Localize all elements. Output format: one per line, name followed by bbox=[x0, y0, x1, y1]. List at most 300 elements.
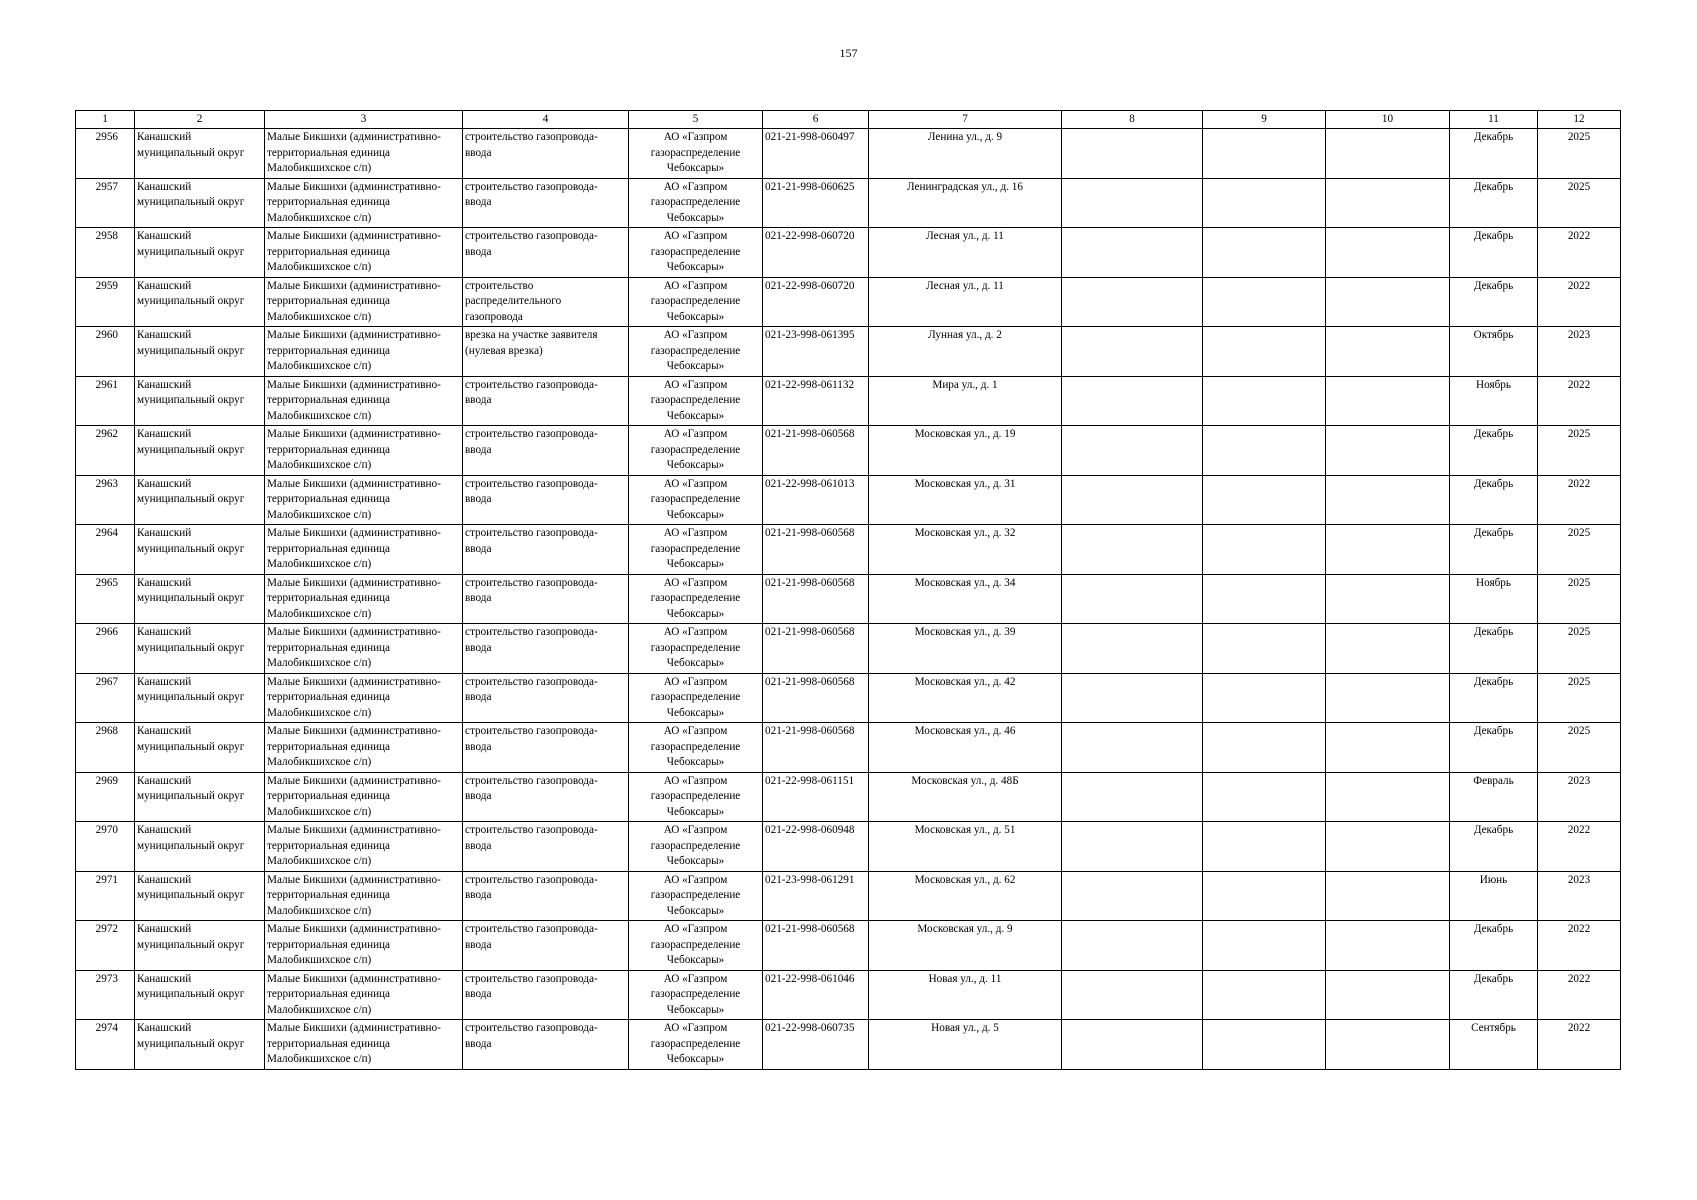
locality-cell bbox=[265, 723, 463, 773]
column-header-4: 4 bbox=[463, 111, 629, 129]
district-cell-line: муниципальный округ bbox=[137, 394, 245, 406]
locality-cell-line: территориальная единица bbox=[267, 443, 391, 456]
locality-cell bbox=[265, 277, 463, 327]
column-9-cell bbox=[1203, 921, 1326, 971]
work-type-cell-line: ввода bbox=[465, 493, 492, 505]
organization-cell-line: Чебоксары» bbox=[666, 756, 725, 768]
address-cell: Московская ул., д. 19 bbox=[869, 426, 1062, 476]
locality-cell bbox=[265, 1020, 463, 1070]
work-type-cell-line: строительство bbox=[465, 279, 534, 292]
column-10-cell bbox=[1326, 723, 1450, 773]
month-cell: Февраль bbox=[1450, 772, 1538, 822]
district-cell-line: муниципальный округ bbox=[137, 889, 245, 901]
column-8-cell bbox=[1062, 376, 1203, 426]
organization-cell-line: Чебоксары» bbox=[666, 459, 725, 471]
month-cell: Сентябрь bbox=[1450, 1020, 1538, 1070]
address-cell: Московская ул., д. 39 bbox=[869, 624, 1062, 674]
work-type-cell-line: ввода bbox=[465, 641, 492, 654]
organization-cell-line: Чебоксары» bbox=[666, 805, 725, 818]
row-number: 2960 bbox=[76, 327, 135, 377]
locality-cell bbox=[265, 228, 463, 278]
address-cell: Московская ул., д. 32 bbox=[869, 525, 1062, 575]
address-cell: Московская ул., д. 62 bbox=[869, 871, 1062, 921]
organization-cell-line: Чебоксары» bbox=[666, 360, 725, 372]
header-row bbox=[76, 111, 1621, 129]
organization-cell-line: газораспределение bbox=[650, 889, 741, 901]
locality-cell-line: Малобикшихское с/п) bbox=[267, 211, 372, 224]
locality-cell-line: территориальная единица bbox=[267, 790, 391, 802]
district-cell bbox=[135, 1020, 265, 1070]
district-cell-line: Канашский bbox=[137, 972, 192, 985]
district-cell-line: муниципальный округ bbox=[137, 443, 245, 456]
column-10-cell bbox=[1326, 178, 1450, 228]
column-10-cell bbox=[1326, 426, 1450, 476]
organization-cell-line: Чебоксары» bbox=[666, 211, 725, 224]
locality-cell bbox=[265, 475, 463, 525]
address-cell: Лесная ул., д. 11 bbox=[869, 277, 1062, 327]
locality-cell-line: территориальная единица bbox=[267, 196, 391, 208]
organization-cell bbox=[629, 723, 763, 773]
work-type-cell-line: (нулевая врезка) bbox=[465, 344, 543, 357]
work-type-cell-line: строительство газопровода- bbox=[465, 774, 598, 787]
district-cell-line: Канашский bbox=[137, 774, 192, 787]
district-cell bbox=[135, 426, 265, 476]
organization-cell-line: Чебоксары» bbox=[666, 954, 725, 966]
month-cell: Октябрь bbox=[1450, 327, 1538, 377]
row-number: 2966 bbox=[76, 624, 135, 674]
column-8-cell bbox=[1062, 327, 1203, 377]
work-type-cell-line: ввода bbox=[465, 542, 492, 555]
organization-cell-line: газораспределение bbox=[650, 592, 741, 604]
work-type-cell-line: строительство газопровода- bbox=[465, 626, 598, 638]
column-9-cell bbox=[1203, 228, 1326, 278]
organization-cell bbox=[629, 475, 763, 525]
table-row bbox=[76, 327, 1621, 377]
organization-cell-line: Чебоксары» bbox=[666, 508, 725, 521]
work-type-cell bbox=[463, 921, 629, 971]
code-cell: 021-21-998-060568 bbox=[763, 723, 869, 773]
code-cell: 021-21-998-060568 bbox=[763, 673, 869, 723]
organization-cell bbox=[629, 426, 763, 476]
column-9-cell bbox=[1203, 129, 1326, 179]
work-type-cell-line: ввода bbox=[465, 938, 492, 951]
locality-cell bbox=[265, 624, 463, 674]
code-cell: 021-21-998-060568 bbox=[763, 525, 869, 575]
work-type-cell-line: строительство газопровода- bbox=[465, 428, 598, 440]
locality-cell-line: Малобикшихское с/п) bbox=[267, 805, 372, 818]
district-cell bbox=[135, 673, 265, 723]
locality-cell bbox=[265, 525, 463, 575]
locality-cell-line: Малобикшихское с/п) bbox=[267, 706, 372, 719]
locality-cell-line: территориальная единица bbox=[267, 295, 391, 307]
work-type-cell-line: ввода bbox=[465, 988, 492, 1000]
locality-cell-line: Малые Бикшихи (административно- bbox=[267, 279, 441, 292]
work-type-cell-line: строительство газопровода- bbox=[465, 725, 598, 737]
locality-cell-line: Малобикшихское с/п) bbox=[267, 310, 372, 323]
table-row bbox=[76, 772, 1621, 822]
column-10-cell bbox=[1326, 475, 1450, 525]
district-cell-line: Канашский bbox=[137, 873, 192, 886]
locality-cell-line: Малобикшихское с/п) bbox=[267, 855, 372, 867]
month-cell: Декабрь bbox=[1450, 178, 1538, 228]
organization-cell bbox=[629, 228, 763, 278]
row-number: 2969 bbox=[76, 772, 135, 822]
column-8-cell bbox=[1062, 574, 1203, 624]
work-type-cell-line: ввода bbox=[465, 691, 492, 703]
locality-cell-line: Малые Бикшихи (административно- bbox=[267, 1022, 441, 1034]
locality-cell bbox=[265, 871, 463, 921]
column-10-cell bbox=[1326, 129, 1450, 179]
organization-cell-line: АО «Газпром bbox=[663, 774, 728, 787]
locality-cell bbox=[265, 673, 463, 723]
organization-cell-line: Чебоксары» bbox=[666, 1053, 725, 1065]
organization-cell-line: газораспределение bbox=[650, 443, 741, 456]
work-type-cell-line: ввода bbox=[465, 889, 492, 901]
organization-cell-line: газораспределение bbox=[650, 295, 741, 307]
work-type-cell-line: строительство газопровода- bbox=[465, 972, 598, 985]
work-type-cell-line: строительство газопровода- bbox=[465, 477, 598, 490]
work-type-cell-line: строительство газопровода- bbox=[465, 230, 598, 242]
code-cell: 021-22-998-060948 bbox=[763, 822, 869, 872]
address-cell: Московская ул., д. 34 bbox=[869, 574, 1062, 624]
column-header-5: 5 bbox=[629, 111, 763, 129]
column-9-cell bbox=[1203, 624, 1326, 674]
organization-cell-line: АО «Газпром bbox=[663, 527, 728, 539]
organization-cell bbox=[629, 822, 763, 872]
organization-cell-line: газораспределение bbox=[650, 691, 741, 703]
locality-cell-line: Малобикшихское с/п) bbox=[267, 904, 372, 917]
code-cell: 021-22-998-061046 bbox=[763, 970, 869, 1020]
organization-cell-line: Чебоксары» bbox=[666, 706, 725, 719]
locality-cell-line: Малые Бикшихи (административно- bbox=[267, 428, 441, 440]
work-type-cell bbox=[463, 178, 629, 228]
code-cell: 021-21-998-060497 bbox=[763, 129, 869, 179]
organization-cell-line: газораспределение bbox=[650, 196, 741, 208]
work-type-cell bbox=[463, 624, 629, 674]
work-type-cell bbox=[463, 129, 629, 179]
organization-cell bbox=[629, 327, 763, 377]
district-cell-line: Канашский bbox=[137, 230, 192, 242]
locality-cell bbox=[265, 376, 463, 426]
organization-cell bbox=[629, 129, 763, 179]
organization-cell bbox=[629, 871, 763, 921]
column-header-1: 1 bbox=[76, 111, 135, 129]
column-10-cell bbox=[1326, 574, 1450, 624]
organization-cell-line: АО «Газпром bbox=[663, 131, 728, 143]
district-cell bbox=[135, 475, 265, 525]
work-type-cell-line: ввода bbox=[465, 394, 492, 406]
locality-cell-line: Малобикшихское с/п) bbox=[267, 607, 372, 620]
work-type-cell bbox=[463, 475, 629, 525]
work-type-cell bbox=[463, 228, 629, 278]
locality-cell-line: Малобикшихское с/п) bbox=[267, 409, 372, 422]
locality-cell-line: Малые Бикшихи (административно- bbox=[267, 725, 441, 737]
address-cell: Новая ул., д. 11 bbox=[869, 970, 1062, 1020]
column-10-cell bbox=[1326, 624, 1450, 674]
district-cell-line: муниципальный округ bbox=[137, 245, 245, 258]
district-cell-line: муниципальный округ bbox=[137, 146, 245, 159]
table-row bbox=[76, 475, 1621, 525]
year-cell: 2025 bbox=[1538, 624, 1621, 674]
district-cell-line: Канашский bbox=[137, 428, 192, 440]
district-cell-line: Канашский bbox=[137, 725, 192, 737]
work-type-cell bbox=[463, 1020, 629, 1070]
table-row bbox=[76, 376, 1621, 426]
month-cell: Ноябрь bbox=[1450, 376, 1538, 426]
table-row bbox=[76, 871, 1621, 921]
locality-cell-line: Малобикшихское с/п) bbox=[267, 162, 372, 174]
code-cell: 021-22-998-061151 bbox=[763, 772, 869, 822]
column-8-cell bbox=[1062, 772, 1203, 822]
row-number: 2961 bbox=[76, 376, 135, 426]
address-cell: Ленина ул., д. 9 bbox=[869, 129, 1062, 179]
page-number: 157 bbox=[839, 46, 858, 60]
locality-cell-line: Малые Бикшихи (административно- bbox=[267, 576, 441, 589]
locality-cell-line: территориальная единица bbox=[267, 1037, 391, 1050]
year-cell: 2022 bbox=[1538, 1020, 1621, 1070]
month-cell: Декабрь bbox=[1450, 228, 1538, 278]
column-9-cell bbox=[1203, 871, 1326, 921]
locality-cell-line: Малобикшихское с/п) bbox=[267, 261, 372, 273]
organization-cell bbox=[629, 525, 763, 575]
month-cell: Декабрь bbox=[1450, 525, 1538, 575]
district-cell-line: Канашский bbox=[137, 180, 192, 193]
locality-cell bbox=[265, 178, 463, 228]
column-8-cell bbox=[1062, 1020, 1203, 1070]
column-9-cell bbox=[1203, 475, 1326, 525]
row-number: 2973 bbox=[76, 970, 135, 1020]
locality-cell bbox=[265, 772, 463, 822]
work-type-cell-line: ввода bbox=[465, 740, 492, 753]
locality-cell-line: территориальная единица bbox=[267, 740, 391, 753]
work-type-cell-line: газопровода bbox=[465, 310, 523, 323]
organization-cell-line: газораспределение bbox=[650, 938, 741, 951]
district-cell bbox=[135, 723, 265, 773]
column-9-cell bbox=[1203, 525, 1326, 575]
column-10-cell bbox=[1326, 673, 1450, 723]
district-cell-line: Канашский bbox=[137, 477, 192, 490]
column-10-cell bbox=[1326, 1020, 1450, 1070]
organization-cell-line: Чебоксары» bbox=[666, 558, 725, 570]
organization-cell-line: Чебоксары» bbox=[666, 261, 725, 273]
organization-cell-line: Чебоксары» bbox=[666, 310, 725, 323]
column-header-10: 10 bbox=[1326, 111, 1450, 129]
organization-cell-line: АО «Газпром bbox=[663, 230, 728, 242]
organization-cell-line: АО «Газпром bbox=[663, 576, 728, 589]
year-cell: 2022 bbox=[1538, 822, 1621, 872]
month-cell: Декабрь bbox=[1450, 129, 1538, 179]
organization-cell-line: Чебоксары» bbox=[666, 657, 725, 669]
address-cell: Московская ул., д. 42 bbox=[869, 673, 1062, 723]
column-8-cell bbox=[1062, 475, 1203, 525]
column-8-cell bbox=[1062, 970, 1203, 1020]
locality-cell-line: Малобикшихское с/п) bbox=[267, 508, 372, 521]
month-cell: Декабрь bbox=[1450, 723, 1538, 773]
organization-cell bbox=[629, 277, 763, 327]
code-cell: 021-22-998-061132 bbox=[763, 376, 869, 426]
locality-cell-line: территориальная единица bbox=[267, 493, 391, 505]
locality-cell-line: территориальная единица bbox=[267, 344, 391, 357]
organization-cell-line: газораспределение bbox=[650, 740, 741, 753]
work-type-cell-line: ввода bbox=[465, 196, 492, 208]
code-cell: 021-21-998-060568 bbox=[763, 574, 869, 624]
row-number: 2963 bbox=[76, 475, 135, 525]
locality-cell bbox=[265, 426, 463, 476]
organization-cell bbox=[629, 574, 763, 624]
column-8-cell bbox=[1062, 178, 1203, 228]
district-cell bbox=[135, 624, 265, 674]
locality-cell-line: Малобикшихское с/п) bbox=[267, 756, 372, 768]
organization-cell-line: АО «Газпром bbox=[663, 725, 728, 737]
column-9-cell bbox=[1203, 822, 1326, 872]
year-cell: 2022 bbox=[1538, 970, 1621, 1020]
column-10-cell bbox=[1326, 970, 1450, 1020]
year-cell: 2025 bbox=[1538, 178, 1621, 228]
code-cell: 021-21-998-060568 bbox=[763, 624, 869, 674]
locality-cell-line: Малые Бикшихи (административно- bbox=[267, 329, 441, 341]
table-row bbox=[76, 228, 1621, 278]
district-cell bbox=[135, 871, 265, 921]
column-8-cell bbox=[1062, 228, 1203, 278]
column-10-cell bbox=[1326, 376, 1450, 426]
organization-cell-line: АО «Газпром bbox=[663, 626, 728, 638]
address-cell: Мира ул., д. 1 bbox=[869, 376, 1062, 426]
address-cell: Лунная ул., д. 2 bbox=[869, 327, 1062, 377]
work-type-cell bbox=[463, 673, 629, 723]
district-cell-line: муниципальный округ bbox=[137, 790, 245, 802]
year-cell: 2025 bbox=[1538, 673, 1621, 723]
address-cell: Новая ул., д. 5 bbox=[869, 1020, 1062, 1070]
column-header-7: 7 bbox=[869, 111, 1062, 129]
year-cell: 2022 bbox=[1538, 475, 1621, 525]
code-cell: 021-21-998-060568 bbox=[763, 426, 869, 476]
column-8-cell bbox=[1062, 277, 1203, 327]
locality-cell-line: Малые Бикшихи (административно- bbox=[267, 230, 441, 242]
table-row bbox=[76, 277, 1621, 327]
table-row bbox=[76, 723, 1621, 773]
column-9-cell bbox=[1203, 327, 1326, 377]
district-cell-line: Канашский bbox=[137, 527, 192, 539]
year-cell: 2025 bbox=[1538, 129, 1621, 179]
organization-cell-line: Чебоксары» bbox=[666, 904, 725, 917]
row-number: 2962 bbox=[76, 426, 135, 476]
locality-cell-line: Малые Бикшихи (административно- bbox=[267, 824, 441, 836]
organization-cell bbox=[629, 376, 763, 426]
work-type-cell-line: ввода bbox=[465, 443, 492, 456]
organization-cell-line: газораспределение bbox=[650, 542, 741, 555]
year-cell: 2022 bbox=[1538, 277, 1621, 327]
column-8-cell bbox=[1062, 723, 1203, 773]
locality-cell-line: Малые Бикшихи (административно- bbox=[267, 626, 441, 638]
column-8-cell bbox=[1062, 921, 1203, 971]
work-type-cell bbox=[463, 970, 629, 1020]
organization-cell-line: АО «Газпром bbox=[663, 477, 728, 490]
work-type-cell-line: строительство газопровода- bbox=[465, 131, 598, 143]
organization-cell bbox=[629, 178, 763, 228]
district-cell-line: Канашский bbox=[137, 1022, 192, 1034]
year-cell: 2025 bbox=[1538, 525, 1621, 575]
organization-cell-line: АО «Газпром bbox=[663, 180, 728, 193]
district-cell-line: Канашский bbox=[137, 279, 192, 292]
district-cell-line: муниципальный округ bbox=[137, 740, 245, 753]
address-cell: Московская ул., д. 51 bbox=[869, 822, 1062, 872]
work-type-cell-line: ввода bbox=[465, 146, 492, 159]
column-header-9: 9 bbox=[1203, 111, 1326, 129]
locality-cell-line: Малобикшихское с/п) bbox=[267, 1003, 372, 1016]
district-cell-line: муниципальный округ bbox=[137, 691, 245, 703]
district-cell bbox=[135, 822, 265, 872]
code-cell: 021-22-998-060720 bbox=[763, 277, 869, 327]
month-cell: Декабрь bbox=[1450, 673, 1538, 723]
organization-cell-line: газораспределение bbox=[650, 839, 741, 852]
work-type-cell bbox=[463, 525, 629, 575]
column-header-3: 3 bbox=[265, 111, 463, 129]
row-number: 2972 bbox=[76, 921, 135, 971]
district-cell-line: муниципальный округ bbox=[137, 542, 245, 555]
column-8-cell bbox=[1062, 426, 1203, 476]
locality-cell-line: Малые Бикшихи (административно- bbox=[267, 378, 441, 391]
locality-cell-line: Малобикшихское с/п) bbox=[267, 954, 372, 966]
work-type-cell-line: ввода bbox=[465, 245, 492, 258]
table-row bbox=[76, 525, 1621, 575]
code-cell: 021-23-998-061395 bbox=[763, 327, 869, 377]
locality-cell-line: Малобикшихское с/п) bbox=[267, 558, 372, 570]
address-cell: Московская ул., д. 9 bbox=[869, 921, 1062, 971]
work-type-cell-line: врезка на участке заявителя bbox=[465, 329, 598, 341]
organization-cell-line: газораспределение bbox=[650, 790, 741, 802]
year-cell: 2022 bbox=[1538, 228, 1621, 278]
year-cell: 2025 bbox=[1538, 723, 1621, 773]
district-cell bbox=[135, 574, 265, 624]
locality-cell-line: Малые Бикшихи (административно- bbox=[267, 477, 441, 490]
month-cell: Декабрь bbox=[1450, 475, 1538, 525]
code-cell: 021-21-998-060568 bbox=[763, 921, 869, 971]
work-type-cell-line: строительство газопровода- bbox=[465, 1022, 598, 1034]
district-cell bbox=[135, 178, 265, 228]
organization-cell-line: газораспределение bbox=[650, 493, 741, 505]
locality-cell-line: Малые Бикшихи (административно- bbox=[267, 923, 441, 935]
district-cell-line: Канашский bbox=[137, 378, 192, 391]
locality-cell-line: территориальная единица bbox=[267, 988, 391, 1000]
work-type-cell-line: строительство газопровода- bbox=[465, 378, 598, 391]
locality-cell-line: территориальная единица bbox=[267, 592, 391, 604]
locality-cell-line: Малые Бикшихи (административно- bbox=[267, 131, 441, 143]
organization-cell-line: АО «Газпром bbox=[663, 428, 728, 440]
locality-cell-line: Малые Бикшихи (административно- bbox=[267, 774, 441, 787]
district-cell bbox=[135, 277, 265, 327]
code-cell: 021-22-998-061013 bbox=[763, 475, 869, 525]
table-row bbox=[76, 129, 1621, 179]
year-cell: 2025 bbox=[1538, 426, 1621, 476]
organization-cell-line: Чебоксары» bbox=[666, 855, 725, 867]
locality-cell-line: территориальная единица bbox=[267, 245, 391, 258]
organization-cell bbox=[629, 1020, 763, 1070]
column-8-cell bbox=[1062, 624, 1203, 674]
column-10-cell bbox=[1326, 871, 1450, 921]
organization-cell-line: газораспределение bbox=[650, 146, 741, 159]
year-cell: 2023 bbox=[1538, 327, 1621, 377]
work-type-cell-line: строительство газопровода- bbox=[465, 527, 598, 539]
work-type-cell bbox=[463, 822, 629, 872]
district-cell-line: Канашский bbox=[137, 131, 192, 143]
month-cell: Декабрь bbox=[1450, 624, 1538, 674]
column-10-cell bbox=[1326, 772, 1450, 822]
work-type-cell-line: строительство газопровода- bbox=[465, 923, 598, 935]
table-row bbox=[76, 574, 1621, 624]
district-cell-line: Канашский bbox=[137, 675, 192, 688]
locality-cell-line: Малые Бикшихи (административно- bbox=[267, 675, 441, 688]
district-cell-line: муниципальный округ bbox=[137, 196, 245, 208]
